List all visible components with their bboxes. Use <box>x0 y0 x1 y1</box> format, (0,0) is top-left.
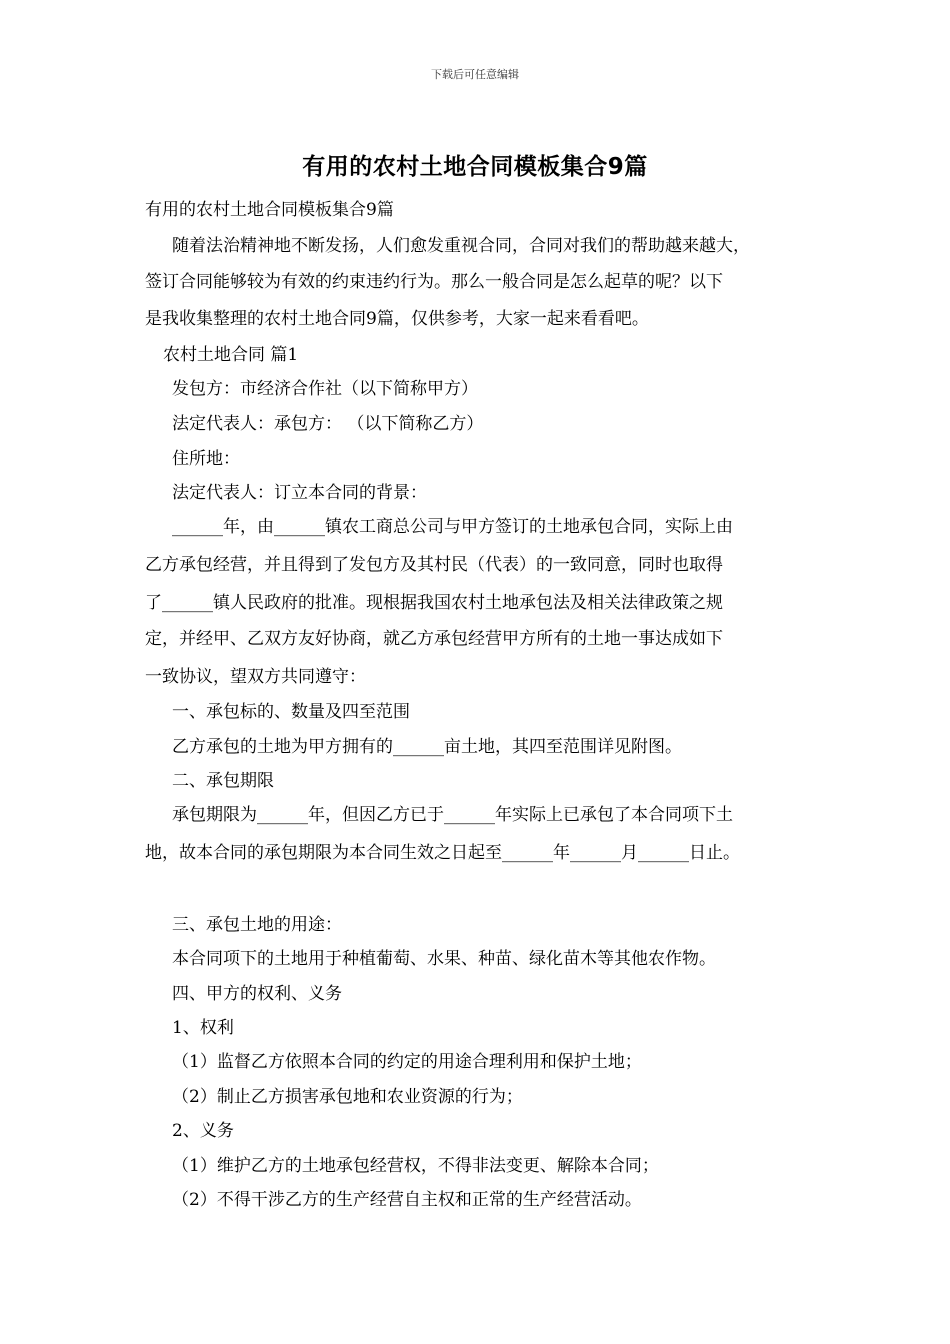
page-header-note: 下载后可任意编辑 <box>431 68 519 81</box>
section-heading: 二、承包期限 <box>172 771 274 791</box>
section-heading: 农村土地合同 篇1 <box>163 345 299 365</box>
paragraph-line: 是我收集整理的农村土地合同9篇，仅供参考，大家一起来看看吧。 <box>145 309 649 329</box>
subtitle-line: 有用的农村土地合同模板集合9篇 <box>145 200 394 220</box>
list-item: （1）监督乙方依照本合同的约定的用途合理利用和保护土地； <box>172 1052 642 1072</box>
paragraph-line: 地，故本合同的承包期限为本合同生效之日起至______年______月______日止。 <box>145 843 740 863</box>
subsection-heading: 2、义务 <box>172 1121 234 1141</box>
section-heading: 四、甲方的权利、义务 <box>172 984 342 1004</box>
list-item: （2）制止乙方损害承包地和农业资源的行为； <box>172 1087 523 1107</box>
paragraph-line: 发包方：市经济合作社（以下简称甲方） <box>172 379 478 399</box>
paragraph-line: 乙方承包经营，并且得到了发包方及其村民（代表）的一致同意，同时也取得 <box>145 555 723 575</box>
paragraph-line: 一致协议，望双方共同遵守： <box>145 667 366 687</box>
paragraph-line: 法定代表人：订立本合同的背景： <box>172 483 427 503</box>
paragraph-line: 定，并经甲、乙双方友好协商，就乙方承包经营甲方所有的土地一事达成如下 <box>145 629 723 649</box>
paragraph-line: ______年，由______镇农工商总公司与甲方签订的土地承包合同，实际上由 <box>172 517 733 537</box>
paragraph-line: 随着法治精神地不断发扬，人们愈发重视合同，合同对我们的帮助越来越大， <box>172 236 750 256</box>
document-title: 有用的农村土地合同模板集合9篇 <box>302 154 648 180</box>
paragraph-line: 本合同项下的土地用于种植葡萄、水果、种苗、绿化苗木等其他农作物。 <box>172 949 716 969</box>
section-heading: 一、承包标的、数量及四至范围 <box>172 702 410 722</box>
paragraph-line: 法定代表人：承包方： （以下简称乙方） <box>172 414 484 434</box>
paragraph-line: 住所地： <box>172 449 240 469</box>
paragraph-line: 承包期限为______年，但因乙方已于______年实际上已承包了本合同项下土 <box>172 805 733 825</box>
list-item: （2）不得干涉乙方的生产经营自主权和正常的生产经营活动。 <box>172 1190 642 1210</box>
paragraph-line: 了______镇人民政府的批准。现根据我国农村土地承包法及相关法律政策之规 <box>145 593 723 613</box>
paragraph-line: 签订合同能够较为有效的约束违约行为。那么一般合同是怎么起草的呢？以下 <box>145 272 723 292</box>
paragraph-line: 乙方承包的土地为甲方拥有的______亩土地，其四至范围详见附图。 <box>172 737 682 757</box>
subsection-heading: 1、权利 <box>172 1018 234 1038</box>
list-item: （1）维护乙方的土地承包经营权，不得非法变更、解除本合同； <box>172 1156 659 1176</box>
section-heading: 三、承包土地的用途： <box>172 915 342 935</box>
